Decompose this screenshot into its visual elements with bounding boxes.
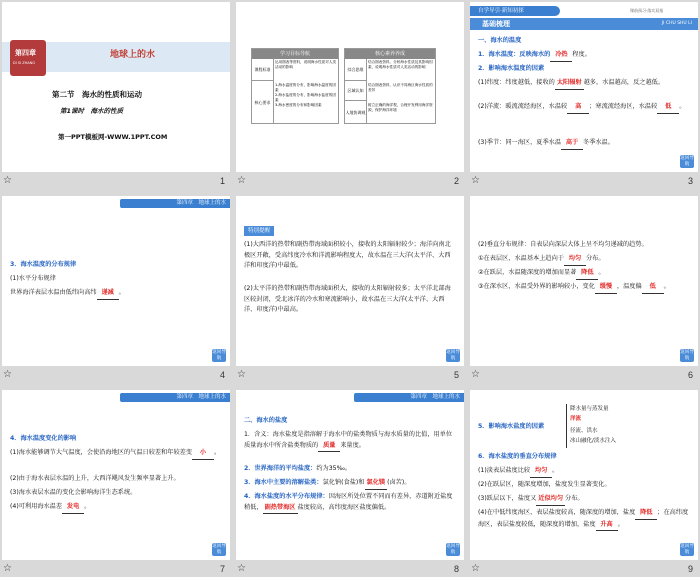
slide-2-canvas bbox=[236, 2, 464, 172]
slide-number: 3 bbox=[687, 176, 693, 186]
star-icon[interactable]: ☆ bbox=[3, 563, 12, 574]
slide-5[interactable] bbox=[234, 194, 467, 386]
return-nav-button[interactable]: 返回导航 bbox=[680, 156, 694, 167]
slide-3-canvas: 自学导引·新知初探 课前预习·落实双基 基础梳理 JI CHU SHU LI 一、海水的温度 1．海水温度：反映海水的 冷热 程度。 2．影响海水温度的因素 (1)纬度：纬度越低，接收的 太阳辐射 越多，水温越高，反之越低。 (2)洋流：暖流流经海区，水温较 高 ；寒流流经海区，水温较 低 。 (3)季节：同一海区，夏季水温 高于 冬季水温。 返回导航 bbox=[470, 2, 698, 172]
star-icon[interactable]: ☆ bbox=[3, 369, 12, 380]
slide-6-canvas: (2)垂直分布规律：自表层向深层大体上呈不均匀递减的趋势。 ①在表层区，水温基本上趋向于 均匀 分布。 ②在跃层，水温随深度的增加而显著 降低 。 ③在深水区，水温受外界的影响较小，变化 缓慢 ，温度偏 低 。 返回导航 bbox=[470, 196, 698, 366]
return-nav-button[interactable]: 返回导航 bbox=[680, 350, 694, 361]
slide-1[interactable] bbox=[0, 0, 233, 192]
slide-number: 5 bbox=[453, 370, 459, 380]
star-icon[interactable]: ☆ bbox=[237, 563, 246, 574]
slide-number: 2 bbox=[453, 176, 459, 186]
template-link[interactable]: 第一PPT模板网-WWW.1PPT.COM bbox=[58, 133, 168, 141]
slide-number: 8 bbox=[453, 564, 459, 574]
slide-5-canvas: 特别提醒 (1)大西洋的热带和副热带海域面积较小，接收的太阳辐射较少；海洋向南北极区开敞，受高纬度冷水和洋流影响程度大，故水温在三大洋(太平洋、大西洋和印度洋)中最低。 (2)太平洋的热带和副热带海域面积大，接收的太阳辐射较多；太平洋北部海区较封闭，受北冰洋的冷水和寒流影响小，故水温在三大洋(太平洋、大西洋、印度洋)中最高。 返回导航 bbox=[236, 196, 464, 366]
slide-8-canvas: 第四章 地球上的水 二、海水的盐度 1．含义：海水盐度是指溶解于海水中的盐类物质与海水质量的比值，用单位质量海水中所含盐类物质的 质量 来量度。 2．世界海洋的平均盐度：约为35‰。 3．海水中主要的溶解盐类：氯化钠(食盐)和 氯化镁 (卤苦)。 4．海水盐度的水平分布规律：因海区所处位置不同而有差异，赤道附近盐度稍低， 副热带海区 盐度较高，高纬度海区盐度偏低。 返回导航 bbox=[236, 390, 464, 560]
return-nav-button[interactable]: 返回导航 bbox=[446, 350, 460, 361]
chapter-header: 第四章 地球上的水 bbox=[354, 393, 464, 402]
star-icon[interactable]: ☆ bbox=[237, 175, 246, 186]
chapter-header: 第四章 地球上的水 bbox=[120, 393, 230, 402]
slide-7[interactable] bbox=[0, 388, 233, 577]
tip-tag: 特别提醒 bbox=[244, 226, 274, 236]
goal-table: 学习目标导航 课程标准 运用图表等资料，说明海水性质对人类活动的影响 核心要求 1.海水温度的分布，影响海水温度的因素 2.海水盐度的分布，影响海水盐度的因素 3.海水密度的分布和影响因素 bbox=[251, 48, 339, 124]
star-icon[interactable]: ☆ bbox=[3, 175, 12, 186]
slide-number: 6 bbox=[687, 370, 693, 380]
return-nav-button[interactable]: 返回导航 bbox=[212, 544, 226, 555]
slide-number: 1 bbox=[219, 176, 225, 186]
slide-4[interactable] bbox=[0, 194, 233, 386]
star-icon[interactable]: ☆ bbox=[471, 369, 480, 380]
slide-7-canvas: 第四章 地球上的水 4．海水温度变化的影响 (1)海水能够调节大气温度，会使沿海地区的气温日较差和年较差变 小 。 (2)由于海水表层水温的上升，大西洋飓风发生频率显著上升。 (3)海水表层水温的变化会影响海洋生态系统。 (4)可利用海水温差 发电 。 返回导航 bbox=[2, 390, 230, 560]
slide-1-canvas bbox=[2, 2, 230, 172]
chapter-header: 第四章 地球上的水 bbox=[120, 199, 230, 208]
star-icon[interactable]: ☆ bbox=[471, 563, 480, 574]
competence-table: 核心素养养成 综合思维 结合图表资料，分析海水性质及其影响因素，说明海水性质对人类活动的影响 区域认知 结合图表资料，认识不同海区海水性质的差异 人地协调观 树立正确的海洋观，合理开发利用海洋资源，保护海洋环境 bbox=[344, 48, 436, 124]
slide-4-canvas: 第四章 地球上的水 3．海水温度的分布规律 (1)水平分布规律 世界海洋表层水温由低纬向高纬 递减 。 返回导航 bbox=[2, 196, 230, 366]
slide-3[interactable] bbox=[468, 0, 700, 192]
slide-9-canvas: 5．影响海水盐度的因素 降水量与蒸发量 洋流 径流、洪水 冰山融化/淡水注入 6．海水盐度的垂直分布规律 (1)淡表层盐度比较 均匀 。 (2)在跃层区，随深度增加，盐度发生显著变化。 (3)跃层以下，盐度又 近似均匀 分布。 (4)在中低纬度海区，表层盐度较高，随深度的增加，盐度 降低 ；在高纬度海区，表层盐度较低，随深度的增加，盐度 升高 。 返回导航 bbox=[470, 390, 698, 560]
return-nav-button[interactable]: 返回导航 bbox=[680, 544, 694, 555]
slide-number: 9 bbox=[687, 564, 693, 574]
slide-number: 7 bbox=[219, 564, 225, 574]
return-nav-button[interactable]: 返回导航 bbox=[212, 350, 226, 361]
slide-9[interactable] bbox=[468, 388, 700, 577]
return-nav-button[interactable]: 返回导航 bbox=[446, 544, 460, 555]
star-icon[interactable]: ☆ bbox=[471, 175, 480, 186]
slide-6[interactable] bbox=[468, 194, 700, 386]
lesson-title: 第1课时 海水的性质 bbox=[60, 107, 124, 115]
chapter-badge: 第四章 DI SI ZHANG bbox=[10, 40, 46, 76]
slide-8[interactable] bbox=[234, 388, 467, 577]
slide-2[interactable] bbox=[234, 0, 467, 192]
section-title: 第二节 海水的性质和运动 bbox=[52, 90, 142, 99]
star-icon[interactable]: ☆ bbox=[237, 369, 246, 380]
chapter-title: 地球上的水 bbox=[110, 50, 156, 60]
slide-number: 4 bbox=[219, 370, 225, 380]
